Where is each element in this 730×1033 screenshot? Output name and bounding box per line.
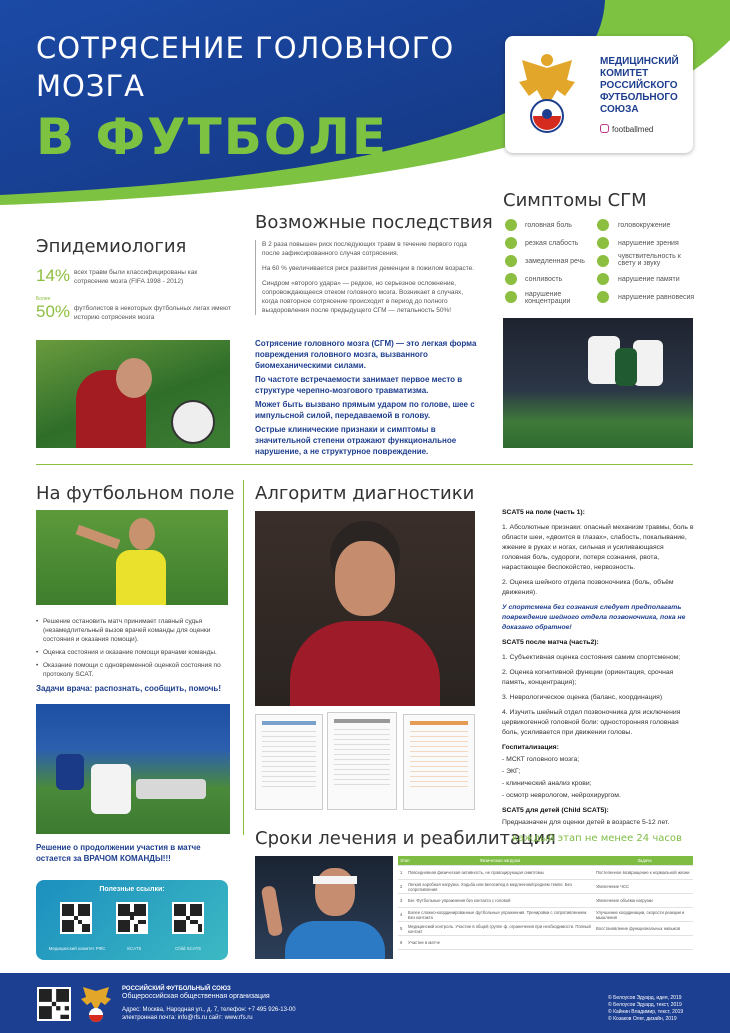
field-title: На футбольном поле [36, 483, 235, 504]
stat2-text: футболистов в некоторых футбольных лигах имеют историю сотрясения мозга [74, 305, 231, 321]
hosp-title: Госпитализация: [502, 744, 559, 751]
org-name: МЕДИЦИНСКИЙ КОМИТЕТ РОССИЙСКОГО ФУТБОЛЬНОГО СОЮЗА [600, 56, 679, 115]
footer-address: Адрес: Москва, Народная ул., д. 7, телефон: +7 495 926-13-00 [122, 1007, 296, 1013]
headache-icon [505, 219, 517, 231]
dizziness-icon [597, 219, 609, 231]
instagram-link[interactable]: footballmed [600, 124, 653, 134]
table-row: 1 Повседневная физическая активность, не провоцирующая симптомы Постепенное возвращение к нормальной жизни [398, 866, 693, 880]
header-banner [0, 0, 730, 205]
title-line1: СОТРЯСЕНИЕ ГОЛОВНОГО [36, 31, 455, 65]
qr-code-medcommittee[interactable] [60, 902, 92, 934]
part1-item: 2. Оценка шейного отдела позвоночника (боль, объём движения). [502, 579, 674, 596]
definition-text: Может быть вызвано прямым ударом по голове, шее с импульсной силой, передаваемой в голову. [255, 400, 475, 420]
stat2-value: 50% [36, 302, 71, 321]
field-step: • Оценка состояния и оказание помощи врачами команды. [36, 648, 231, 657]
footer-org1: РОССИЙСКИЙ ФУТБОЛЬНЫЙ СОЮЗ [122, 986, 231, 992]
vision-icon [597, 237, 609, 249]
instagram-icon [600, 124, 609, 133]
symptom-left: резкая слабость [525, 240, 579, 247]
field-step: • Решение остановить матч принимает главный судья (незамедлительный вызов врачей команды для оценки состояния и оказания помощи). [36, 617, 231, 644]
symptom-left: нарушение концентрации [525, 291, 571, 305]
qr-label: SCAT5 [126, 946, 142, 951]
title-big: В ФУТБОЛЕ [36, 108, 389, 166]
rehab-table [398, 856, 693, 950]
hosp-item: - МСКТ головного мозга; [502, 756, 580, 763]
field-step: • Оказание помощи с одновременной оценкой состояния по протоколу SCAT. [36, 661, 231, 679]
symptom-right: нарушение равновесия [618, 294, 695, 301]
qr-code-childscat5[interactable] [172, 902, 204, 934]
child-title: SCAT5 для детей (Child SCAT5): [502, 807, 609, 814]
photo-medics [36, 704, 230, 834]
stat2-prefix: Более [36, 296, 51, 302]
footer-credits [608, 995, 718, 1023]
links-title: Полезные ссылки: [99, 886, 165, 893]
footer-email: электронная почта: info@rfs.ru сайт: www.rfs.ru [122, 1015, 253, 1021]
symptom-right: нарушение зрения [618, 240, 679, 247]
part2-title: SCAT5 после матча (часть2): [502, 639, 599, 646]
symptom-left: головная боль [525, 222, 572, 229]
title-line2: МОЗГА [36, 69, 145, 103]
consequence-item: На 60 % увеличивается риск развития деменции в пожилом возрасте. [262, 265, 475, 272]
footer-org2: Общероссийская общественная организация [122, 993, 270, 1000]
photo-bandaged-player [255, 856, 393, 959]
decision-text: Решение о продолжении участия в матче остается за ВРАЧОМ КОМАНДЫ!!! [36, 843, 201, 863]
definition-text: Острые клинические признаки и симптомы в значительной степени отражают функциональное нарушение, а не структурное повреждение. [255, 425, 457, 456]
form-page [255, 714, 323, 810]
memory-icon [597, 273, 609, 285]
part1-title: SCAT5 на поле (часть 1): [502, 509, 585, 516]
part2-item: 3. Неврологическое оценка (баланс, координация) [502, 694, 663, 701]
sleepy-icon [505, 273, 517, 285]
consequence-item: В 2 раза повышен риск последующих травм в течение первого года после зафиксированного случая сотрясения. [262, 241, 467, 257]
consequence-item: Синдром «второго удара» — редкое, но серьезное осложнение, сопровождающееся отеком головного мозга. Возникает в случаях, когда повторное сотрясение происходит в период до полного выздоровления после предыдущего СГМ — летальность 50%! [262, 280, 464, 314]
child-text: Предназначен для оценки детей в возрасте 5-12 лет. [502, 819, 670, 826]
symptom-left: замедленная речь [525, 258, 585, 265]
footer [0, 973, 730, 1033]
definition-text: По частоте встречаемости занимает первое место в структуре черепно-мозгового травматизма. [255, 375, 463, 395]
credit-line: © Козаков Олег, дизайн, 2019 [608, 1016, 677, 1022]
field-steps [36, 617, 231, 683]
consequences-list [255, 240, 480, 315]
table-header: Этап Физическая нагрузка Задача [398, 856, 693, 866]
photo-referee [36, 510, 228, 605]
definition-block [255, 338, 485, 457]
balance-icon [597, 291, 609, 303]
credit-line: © Кайнин Владимир, текст, 2019 [608, 1009, 684, 1015]
photo-player-portrait [255, 511, 475, 706]
table-row: 3 Бег. Футбольные упражнения без контакта с головой Увеличение объёма нагрузки [398, 894, 693, 908]
photo-header-clash [36, 340, 230, 448]
logo-card [505, 36, 693, 153]
eagle-logo-icon [517, 50, 577, 138]
table-row: 5 Медицинский контроль. Участие в общей группе ф. ограничения при необходимости. Полный контакт Восстановление функциональных навыков [398, 922, 693, 936]
doctor-task: Задачи врача: распознать, сообщить, помочь! [36, 684, 221, 693]
part1-warning: У спортсмена без сознания следует предполагать повреждение шейного отдела позвоночника, пока не доказано обратное! [502, 604, 686, 631]
form-page [403, 714, 475, 810]
hosp-item: - осмотр неврологом, нейрохирургом. [502, 792, 621, 799]
table-row: 6 Участие в матче [398, 936, 693, 950]
consequences-title: Возможные последствия [255, 212, 493, 233]
symptom-left: сонливость [525, 276, 563, 283]
qr-label: Child SCAT5 [175, 946, 201, 951]
credit-line: © Белоусов Эдуард, идея, 2019 [608, 995, 682, 1001]
section-divider [36, 464, 693, 465]
column-divider [243, 480, 244, 835]
photo-match-run [503, 318, 693, 448]
hosp-item: - клинический анализ крови; [502, 780, 592, 787]
symptom-right: чувствительность к свету и звуку [618, 253, 681, 267]
form-page [327, 712, 397, 810]
part1-item: 1. Абсолютные признаки: опасный механизм травмы, боль в области шеи, «двоится в глазах», слабость, покалывание, жжение в руках и ногах, сильная и усиливающаяся головная боль, судороги, потеря сознания, рвота, нарастающее беспокойство, нервозность. [502, 524, 694, 571]
speech-icon [505, 255, 517, 267]
useful-links-box [36, 880, 228, 960]
symptoms-grid [503, 218, 698, 308]
part2-item: 2. Оценка когнитивной функции (ориентация, срочная память, концентрация); [502, 669, 674, 686]
rehab-title: Сроки лечения и реабилитация [255, 828, 556, 849]
hosp-item: - ЭКГ; [502, 768, 521, 775]
rehab-subtitle: каждый этап не менее 24 часов [512, 833, 682, 844]
credit-line: © Белоусов Эдуард, текст, 2019 [608, 1002, 682, 1008]
scat-forms [255, 712, 475, 812]
symptom-right: нарушение памяти [618, 276, 680, 283]
footer-qr-code[interactable] [37, 987, 71, 1021]
algorithm-title: Алгоритм диагностики [255, 483, 475, 504]
qr-code-scat5[interactable] [116, 902, 148, 934]
qr-label: Медицинский комитет РФС [48, 946, 106, 951]
light-sound-icon [597, 255, 609, 267]
definition-text: Сотрясение головного мозга (СГМ) — это легкая форма повреждения головного мозга, вызванного биомеханическими силами. [255, 339, 477, 370]
table-row: 2 Легкая аэробная нагрузка. Ходьба или велосипед в медленном/среднем темпе. Без сопротивления Увеличение ЧСС [398, 880, 693, 894]
symptoms-title: Симптомы СГМ [503, 190, 647, 211]
algorithm-text [502, 508, 694, 833]
focus-icon [505, 291, 517, 303]
table-row: 4 Более сложно-координированные футбольные упражнения. Тренировки с сопротивлением. Без контакта Улучшение координации, скорости реакции и мышления [398, 908, 693, 922]
symptom-right: головокружение [618, 222, 671, 229]
stat1-value: 14% [36, 266, 71, 285]
part2-item: 4. Изучить шейный отдел позвоночника для исключения цервикогенной головной боли: односторонняя головная боль, усиливается при движении головы. [502, 709, 681, 736]
part2-item: 1. Субъективная оценка состояния самим спортсменом; [502, 654, 681, 661]
rfs-emblem-icon [80, 983, 112, 1023]
weakness-icon [505, 237, 517, 249]
stat1-text: всех травм были классифицированы как сотрясение мозга (FIFA 1998 - 2012) [74, 269, 198, 285]
epidemiology-title: Эпидемиология [36, 236, 187, 257]
